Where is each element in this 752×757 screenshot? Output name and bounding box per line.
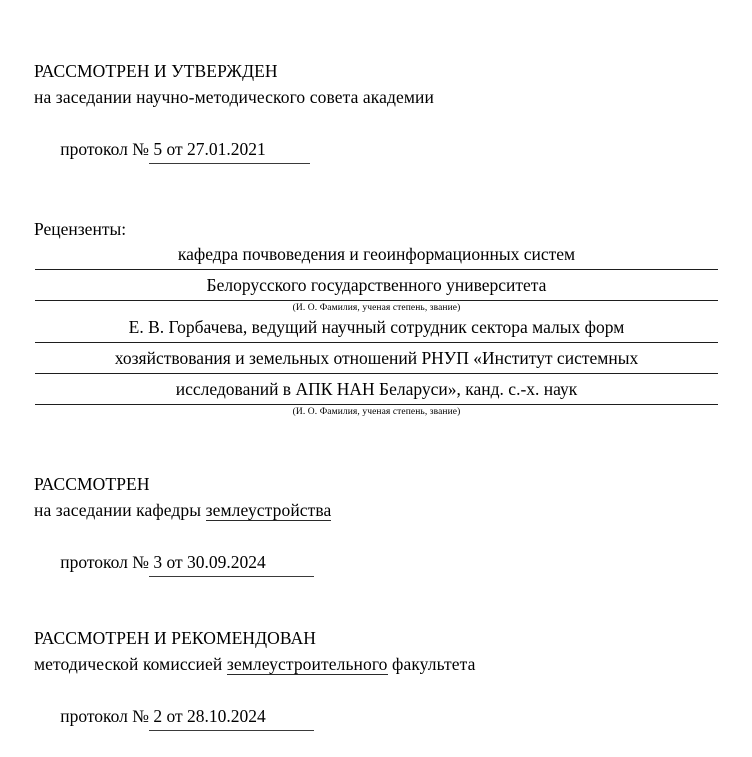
reviewer-caption: (И. О. Фамилия, ученая степень, звание) xyxy=(292,407,461,417)
reviewer-line: Е. В. Горбачева, ведущий научный сотрудник сектора малых форм xyxy=(35,315,718,343)
approval-block xyxy=(34,58,718,190)
spacer-after-reviewers xyxy=(34,419,718,471)
department-protocol-blank xyxy=(266,549,314,575)
reviewer-line: исследований в АПК НАН Беларуси», канд. с.-х. наук xyxy=(35,377,718,405)
department-name-underlined[interactable]: землеустройства xyxy=(205,500,332,520)
reviewers-label: Рецензенты: xyxy=(34,219,127,239)
top-spacer xyxy=(34,0,718,58)
faculty-body-line xyxy=(34,651,718,677)
reviewers-block xyxy=(34,216,718,419)
faculty-name-underlined[interactable]: землеустроительного xyxy=(226,654,388,674)
faculty-protocol-fill[interactable] xyxy=(149,703,314,731)
reviewer-caption: (И. О. Фамилия, ученая степень, звание) xyxy=(292,303,461,313)
reviewer-entry xyxy=(35,242,718,315)
spacer-after-department xyxy=(34,603,718,625)
approval-body-line: на заседании научно-методического совета академии xyxy=(34,87,434,107)
faculty-body-prefix: методической комиссией xyxy=(34,654,227,674)
department-protocol-fill[interactable] xyxy=(149,549,314,577)
faculty-block xyxy=(34,625,718,757)
approval-protocol-value: 5 от 27.01.2021 xyxy=(149,139,266,159)
faculty-protocol-blank xyxy=(266,703,314,729)
reviewer-line: кафедра почвоведения и геоинформационных систем xyxy=(35,242,718,270)
department-protocol-label: протокол № xyxy=(60,552,149,572)
faculty-protocol-line xyxy=(34,677,718,757)
reviewer-line: хозяйствования и земельных отношений РНУП «Институт системных xyxy=(35,346,718,374)
department-protocol-value: 3 от 30.09.2024 xyxy=(149,552,266,572)
approval-protocol-line xyxy=(34,110,718,190)
approval-protocol-blank xyxy=(266,136,310,162)
department-protocol-line xyxy=(34,523,718,603)
spacer-after-approval xyxy=(34,190,718,216)
approval-heading: РАССМОТРЕН И УТВЕРЖДЕН xyxy=(34,61,278,81)
reviewer-line: Белорусского государственного университета xyxy=(35,273,718,301)
department-block xyxy=(34,471,718,603)
department-body-line xyxy=(34,497,718,523)
department-body-prefix: на заседании кафедры xyxy=(34,500,206,520)
department-heading: РАССМОТРЕН xyxy=(34,474,150,494)
faculty-protocol-value: 2 от 28.10.2024 xyxy=(149,706,266,726)
approval-protocol-label: протокол № xyxy=(60,139,149,159)
faculty-heading: РАССМОТРЕН И РЕКОМЕНДОВАН xyxy=(34,628,317,648)
faculty-protocol-label: протокол № xyxy=(60,706,149,726)
reviewer-entry xyxy=(35,315,718,419)
approval-protocol-fill[interactable] xyxy=(149,136,310,164)
faculty-body-suffix: факультета xyxy=(387,654,476,674)
